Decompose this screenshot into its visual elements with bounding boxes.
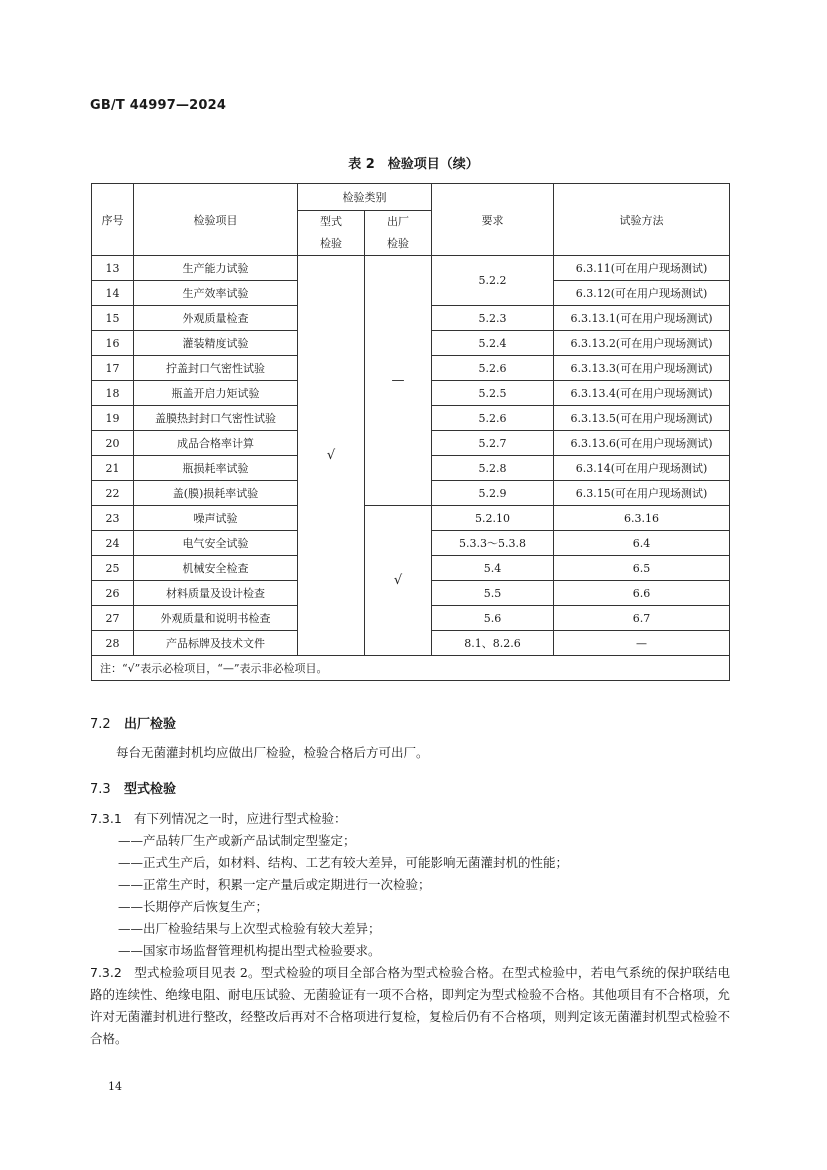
list-item: ——正常生产时，积累一定产量后或定期进行一次检验； (118, 877, 431, 892)
header-item: 检验项目 (134, 184, 298, 256)
list-item: ——出厂检验结果与上次型式检验有较大差异； (118, 921, 381, 936)
inspection-table (91, 183, 730, 681)
section-7-2-title: 7.2 出厂检验 (90, 717, 177, 732)
table-note: 注：“√”表示必检项目，“—”表示非必检项目。 (92, 656, 730, 681)
table-row: 27 外观质量和说明书检查 5.6 6.7 (92, 606, 730, 631)
list-item: ——国家市场监督管理机构提出型式检验要求。 (118, 943, 381, 958)
header-type-test: 型式 检验 (298, 211, 365, 256)
list-item: ——正式生产后，如材料、结构、工艺有较大差异，可能影响无菌灌封机的性能； (118, 855, 569, 870)
section-7-3-1-text: 7.3.1 有下列情况之一时，应进行型式检验： (90, 811, 347, 826)
header-method: 试验方法 (554, 184, 730, 256)
table-row: 28 产品标牌及技术文件 8.1、8.2.6 — (92, 631, 730, 656)
header-seq: 序号 (92, 184, 134, 256)
header-category: 检验类别 (298, 184, 432, 211)
table-row: 16 灌装精度试验 5.2.4 6.3.13.2(可在用户现场测试) (92, 331, 730, 356)
table-row: 25 机械安全检查 5.4 6.5 (92, 556, 730, 581)
table-row: 18 瓶盖开启力矩试验 5.2.5 6.3.13.4(可在用户现场测试) (92, 381, 730, 406)
table-caption: 表 2 检验项目（续） (348, 157, 479, 172)
table-row: 17 拧盖封口气密性试验 5.2.6 6.3.13.3(可在用户现场测试) (92, 356, 730, 381)
section-7-2-text: 每台无菌灌封机均应做出厂检验，检验合格后方可出厂。 (116, 745, 429, 760)
table-row: 23 噪声试验 √ 5.2.10 6.3.16 (92, 506, 730, 531)
table-row: 24 电气安全试验 5.3.3～5.3.8 6.4 (92, 531, 730, 556)
table-row: 22 盖(膜)损耗率试验 5.2.9 6.3.15(可在用户现场测试) (92, 481, 730, 506)
factory-test-check-mark: √ (365, 506, 432, 656)
table-row: 19 盖膜热封封口气密性试验 5.2.6 6.3.13.5(可在用户现场测试) (92, 406, 730, 431)
table-row: 13 生产能力试验 √ — 5.2.2 6.3.11(可在用户现场测试) (92, 256, 730, 281)
table-row: 26 材料质量及设计检查 5.5 6.6 (92, 581, 730, 606)
section-7-3-2-text: 7.3.2 型式检验项目见表 2。型式检验的项目全部合格为型式检验合格。在型式检验中，若电气系统的保护联结电路的连续性、绝缘电阻、耐电压试验、无菌验证有一项不合格，即判定为型式检验不合格。其他项目有不合格项，允许对无菌灌封机进行整改，经整改后再对不合格项进行复检，复检后仍有不合格项，则判定该无菌灌封机型式检验不合格。 (90, 965, 730, 1046)
table-row: 15 外观质量检查 5.2.3 6.3.13.1(可在用户现场测试) (92, 306, 730, 331)
table-row: 20 成品合格率计算 5.2.7 6.3.13.6(可在用户现场测试) (92, 431, 730, 456)
merged-requirement: 5.2.2 (432, 256, 554, 306)
list-item: ——长期停产后恢复生产； (118, 899, 269, 914)
table-row: 21 瓶损耗率试验 5.2.8 6.3.14(可在用户现场测试) (92, 456, 730, 481)
header-factory-test: 出厂 检验 (365, 211, 432, 256)
type-test-check-mark: √ (298, 256, 365, 656)
list-item: ——产品转厂生产或新产品试制定型鉴定； (118, 833, 356, 848)
table-row: 14 生产效率试验 6.3.12(可在用户现场测试) (92, 281, 730, 306)
standard-code: GB/T 44997—2024 (90, 98, 227, 113)
section-7-3-title: 7.3 型式检验 (90, 782, 177, 797)
factory-test-dash-mark: — (365, 256, 432, 506)
page-number: 14 (108, 1080, 122, 1093)
header-requirement: 要求 (432, 184, 554, 256)
